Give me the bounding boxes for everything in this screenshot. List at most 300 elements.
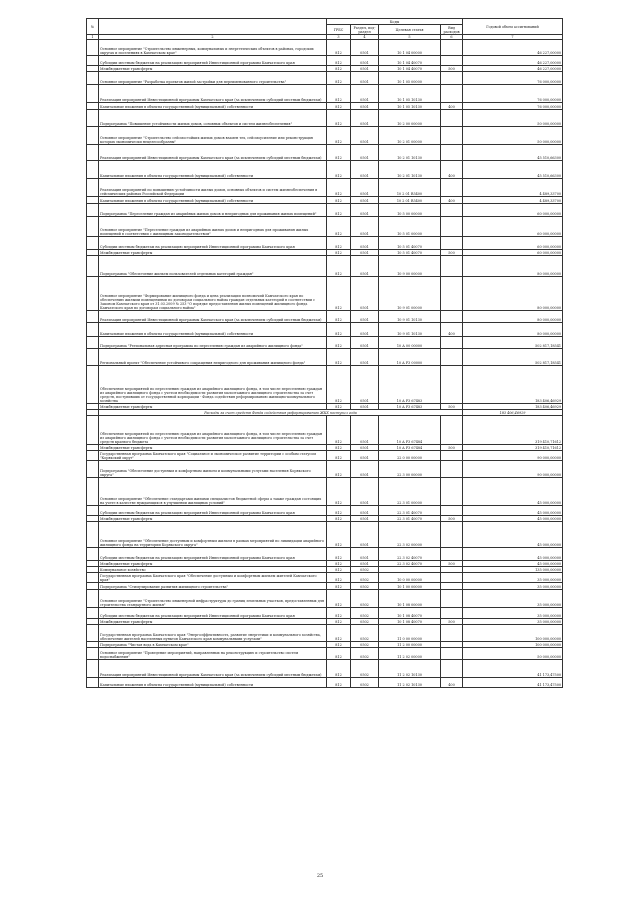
cell-name: Межбюджетные трансферты — [99, 445, 327, 451]
cell-name: Основное мероприятие "Обеспечение стандартами жилыми специалистов бюджетной сферы а также граждан состоящих на учете в качестве нуждающихся в улучшении жилищных условий" — [99, 478, 327, 506]
table-row — [87, 256, 563, 277]
table-row — [87, 648, 563, 660]
cell-grbs: 812 — [327, 516, 351, 522]
table-row — [87, 85, 563, 103]
cell-num — [87, 161, 99, 179]
cell-amount: 60 000,00000 — [463, 217, 563, 237]
cell-name: Обеспечение мероприятий по переселению граждан из аварийного жилищного фонда, в том числе переселению граждан из аварийного жилищного фонда с учетом необходимости развития малоэтажного жилищного строительства за счет средств, поступивших от государственной корпорации - Фонда содействия реформированию жилищно-коммунального хозяйства — [99, 366, 327, 404]
cell-cs: 10 1 08 40070 — [379, 608, 441, 619]
cell-rzpr: 0502 — [351, 567, 379, 573]
cell-name: Подпрограмма "Обеспечение жильем пользователей отдельных категорий граждан" — [99, 256, 327, 277]
cell-grbs: 812 — [327, 506, 351, 516]
table-row — [87, 608, 563, 619]
cell-cs: 10 1 04 40070 — [379, 66, 441, 72]
cell-cs: 22 3 01 40070 — [379, 516, 441, 522]
cell-cs: 11 2 00 00000 — [379, 642, 441, 648]
cell-amount: 35 000,00000 — [463, 619, 563, 625]
table-row — [87, 127, 563, 145]
table-row — [87, 103, 563, 110]
table-row — [87, 678, 563, 688]
table-row — [87, 548, 563, 561]
note-text: Расходы за счет средств Фонда содействия реформированию ЖКХ поступил года — [99, 410, 463, 416]
cell-cs: 10 А F3 67483 — [379, 404, 441, 410]
header-name — [99, 19, 327, 35]
cell-cs: 10 1 04 00000 — [379, 40, 441, 56]
cell-cs: 10 А F3 00000 — [379, 349, 441, 366]
cell-rzpr: 0501 — [351, 445, 379, 451]
cell-grbs: 812 — [327, 619, 351, 625]
cell-rzpr: 0502 — [351, 660, 379, 678]
cell-grbs: 812 — [327, 567, 351, 573]
cell-grbs: 812 — [327, 179, 351, 197]
cell-vr — [441, 110, 463, 127]
table-row — [87, 366, 563, 404]
cell-vr — [441, 506, 463, 516]
cell-name: Основное мероприятие "Обеспечение доступным и комфортным жильем в рамках мероприятий по ликвидации аварийного жилищного фонда на территории Корякского округа" — [99, 522, 327, 548]
cell-vr — [441, 256, 463, 277]
cell-vr — [441, 451, 463, 461]
cell-num — [87, 204, 99, 217]
cell-grbs: 812 — [327, 660, 351, 678]
cell-cs: 10 2 01 10130 — [379, 161, 441, 179]
cell-rzpr: 0501 — [351, 323, 379, 337]
cell-rzpr: 0501 — [351, 197, 379, 204]
cell-grbs: 812 — [327, 416, 351, 445]
cell-cs: 22 3 02 40070 — [379, 561, 441, 567]
cell-num — [87, 478, 99, 506]
table-row — [87, 56, 563, 66]
cell-amount: 35 000,00000 — [463, 608, 563, 619]
cell-amount: 76 000,00000 — [463, 85, 563, 103]
cell-name: Основное мероприятие "Разработка проектов жилой застройки для переименованного строительства" — [99, 72, 327, 85]
cell-amount: 46 227,00000 — [463, 40, 563, 56]
cell-cs: 10 5 01 40070 — [379, 237, 441, 250]
cell-grbs: 812 — [327, 478, 351, 506]
cell-grbs: 812 — [327, 237, 351, 250]
cell-name: Государственная программа Камчатского края "Энергоэффективность, развитие энергетики и коммунального хозяйства, обеспечение жителей населенных пунктов Камчатского края коммунальными услугами" — [99, 625, 327, 642]
cell-amount: 41 173,47500 — [463, 678, 563, 688]
cell-grbs: 812 — [327, 127, 351, 145]
cell-cs: 10 9 01 10130 — [379, 311, 441, 323]
table-row — [87, 590, 563, 608]
cell-amount: 46 227,00000 — [463, 66, 563, 72]
cell-grbs: 812 — [327, 522, 351, 548]
cell-grbs: 812 — [327, 204, 351, 217]
cell-rzpr: 0501 — [351, 404, 379, 410]
cell-name: Межбюджетные трансферты — [99, 66, 327, 72]
cell-num — [87, 583, 99, 590]
cell-name: Региональный проект "Обеспечение устойчивого сокращения непригодного для проживания жилищного фонда" — [99, 349, 327, 366]
cell-cs: 22 3 02 40070 — [379, 548, 441, 561]
cell-amount: 502 817,18541 — [463, 337, 563, 349]
cell-amount: 76 000,00000 — [463, 72, 563, 85]
cell-vr: 400 — [441, 197, 463, 204]
cell-amount: 100 000,00000 — [463, 625, 563, 642]
cell-grbs: 812 — [327, 277, 351, 311]
cell-name: Капитальные вложения в объекты государственной (муниципальной) собственности — [99, 161, 327, 179]
cell-rzpr: 0501 — [351, 161, 379, 179]
cell-name: Межбюджетные трансферты — [99, 404, 327, 410]
cell-rzpr: 0501 — [351, 416, 379, 445]
cell-name: Межбюджетные трансферты — [99, 561, 327, 567]
cell-cs: 10 1 05 10130 — [379, 103, 441, 110]
cell-name: Подпрограмма "Чистая вода в Камчатском крае" — [99, 642, 327, 648]
cell-amount: 60 000,00000 — [463, 250, 563, 256]
cell-num — [87, 72, 99, 85]
cell-grbs: 812 — [327, 608, 351, 619]
cell-rzpr: 0501 — [351, 85, 379, 103]
cell-amount: 80 000,00000 — [463, 256, 563, 277]
cell-num — [87, 548, 99, 561]
header-idx-3: 3 — [327, 35, 351, 40]
cell-grbs: 812 — [327, 161, 351, 179]
cell-rzpr: 0501 — [351, 548, 379, 561]
cell-num — [87, 85, 99, 103]
table-row — [87, 72, 563, 85]
cell-vr — [441, 522, 463, 548]
cell-num — [87, 678, 99, 688]
cell-cs: 10 А F3 67484 — [379, 445, 441, 451]
cell-cs: 10 1 08 00000 — [379, 590, 441, 608]
cell-amount: 502 817,18541 — [463, 349, 563, 366]
cell-cs: 10 А 00 00000 — [379, 337, 441, 349]
cell-vr — [441, 237, 463, 250]
cell-vr — [441, 366, 463, 404]
cell-rzpr: 0501 — [351, 72, 379, 85]
table-row — [87, 161, 563, 179]
cell-rzpr: 0502 — [351, 608, 379, 619]
cell-rzpr: 0501 — [351, 561, 379, 567]
cell-grbs: 812 — [327, 404, 351, 410]
cell-vr: 500 — [441, 404, 463, 410]
table-row — [87, 40, 563, 56]
cell-cs: 10 2 00 00000 — [379, 110, 441, 127]
cell-num — [87, 103, 99, 110]
cell-rzpr: 0501 — [351, 103, 379, 110]
cell-grbs: 812 — [327, 56, 351, 66]
cell-vr — [441, 660, 463, 678]
cell-rzpr: 0501 — [351, 311, 379, 323]
cell-cs: 10 А F3 67483 — [379, 366, 441, 404]
cell-vr — [441, 583, 463, 590]
cell-grbs: 812 — [327, 110, 351, 127]
cell-amount: 135 000,00000 — [463, 567, 563, 573]
header-idx-7: 7 — [463, 35, 563, 40]
cell-rzpr: 0501 — [351, 277, 379, 311]
table-row — [87, 583, 563, 590]
cell-num — [87, 648, 99, 660]
cell-amount: 183 406,46929 — [463, 366, 563, 404]
table-row — [87, 416, 563, 445]
cell-num — [87, 625, 99, 642]
cell-vr: 400 — [441, 103, 463, 110]
cell-rzpr: 0501 — [351, 56, 379, 66]
cell-name: Субсидии местным бюджетам на реализацию мероприятий Инвестиционной программы Камчатского края — [99, 548, 327, 561]
header-idx-4: 4 — [351, 35, 379, 40]
cell-grbs: 812 — [327, 337, 351, 349]
cell-vr: 500 — [441, 516, 463, 522]
cell-cs: 22 3 00 00000 — [379, 461, 441, 478]
cell-amount: 90 000,00000 — [463, 461, 563, 478]
header-idx-6: 6 — [441, 35, 463, 40]
cell-amount: 45 000,00000 — [463, 506, 563, 516]
cell-name: Субсидии местным бюджетам на реализацию мероприятий Инвестиционной программы Камчатского края — [99, 56, 327, 66]
cell-grbs: 812 — [327, 625, 351, 642]
cell-cs: 11 0 00 00000 — [379, 625, 441, 642]
cell-rzpr: 0501 — [351, 179, 379, 197]
cell-num — [87, 349, 99, 366]
cell-cs: 10 5 00 00000 — [379, 204, 441, 217]
cell-vr: 500 — [441, 561, 463, 567]
table-row — [87, 573, 563, 583]
cell-amount: 319 410,71612 — [463, 445, 563, 451]
cell-num — [87, 311, 99, 323]
cell-name: Реализация мероприятий Инвестиционной программы Камчатского края (за исключением субсидий местным бюджетам) — [99, 145, 327, 161]
cell-vr — [441, 179, 463, 197]
cell-name: Реализация мероприятий Инвестиционной программы Камчатского края (за исключением субсидий местным бюджетам) — [99, 660, 327, 678]
cell-rzpr: 0501 — [351, 522, 379, 548]
cell-rzpr: 0502 — [351, 590, 379, 608]
cell-vr — [441, 85, 463, 103]
cell-cs: 10 1 05 10130 — [379, 85, 441, 103]
table-body-2 — [87, 416, 563, 688]
cell-amount: 45 000,00000 — [463, 548, 563, 561]
cell-vr — [441, 648, 463, 660]
cell-amount: 50 000,00000 — [463, 648, 563, 660]
note-amount: 183 406,46929 — [463, 410, 563, 416]
cell-num — [87, 256, 99, 277]
table-row — [87, 323, 563, 337]
cell-cs: 11 2 02 00000 — [379, 648, 441, 660]
cell-name: Основное мероприятие "Строительство сейсмостойких жилых домов взамен тех, сейсмоусиление или реконструкция которых экономически нецелесообразны" — [99, 127, 327, 145]
cell-grbs: 812 — [327, 85, 351, 103]
cell-rzpr: 0502 — [351, 625, 379, 642]
cell-vr: 500 — [441, 66, 463, 72]
cell-amount: 45 510,66300 — [463, 145, 563, 161]
cell-vr — [441, 478, 463, 506]
cell-amount: 45 000,00000 — [463, 516, 563, 522]
cell-amount: 35 000,00000 — [463, 583, 563, 590]
cell-name: Капитальные вложения в объекты государственной (муниципальной) собственности — [99, 197, 327, 204]
cell-name: Реализация мероприятий Инвестиционной программы Камчатского края (за исключением субсидий местным бюджетам) — [99, 311, 327, 323]
cell-name: Реализация мероприятий Инвестиционной программы Камчатского края (за исключением субсидий местным бюджетам) — [99, 85, 327, 103]
cell-amount: 45 000,00000 — [463, 478, 563, 506]
cell-vr: 400 — [441, 678, 463, 688]
cell-grbs: 812 — [327, 103, 351, 110]
cell-rzpr: 0501 — [351, 451, 379, 461]
cell-rzpr: 0501 — [351, 250, 379, 256]
cell-name: Реализация мероприятий по повышению устойчивости жилых домов, основных объектов и систем жизнеобеспечения в сейсмических районах Российской Федерации — [99, 179, 327, 197]
cell-grbs: 812 — [327, 678, 351, 688]
cell-vr — [441, 573, 463, 583]
cell-name: Межбюджетные трансферты — [99, 619, 327, 625]
cell-cs: 10 1 00 00000 — [379, 583, 441, 590]
cell-num — [87, 127, 99, 145]
cell-grbs: 812 — [327, 573, 351, 583]
cell-vr — [441, 127, 463, 145]
cell-num — [87, 608, 99, 619]
cell-name: Межбюджетные трансферты — [99, 250, 327, 256]
cell-cs: 10 5 01 40070 — [379, 250, 441, 256]
cell-rzpr: 0502 — [351, 583, 379, 590]
cell-cs: 22 3 01 40070 — [379, 506, 441, 516]
cell-vr — [441, 625, 463, 642]
table-row — [87, 451, 563, 461]
cell-num — [87, 573, 99, 583]
budget-table — [86, 18, 563, 688]
cell-cs: 10 1 04 40070 — [379, 56, 441, 66]
header-num: № — [87, 19, 99, 35]
cell-num — [87, 277, 99, 311]
cell-grbs: 812 — [327, 311, 351, 323]
cell-rzpr: 0501 — [351, 145, 379, 161]
table-row — [87, 179, 563, 197]
cell-rzpr: 0501 — [351, 516, 379, 522]
page-number: 25 — [316, 873, 324, 879]
cell-vr — [441, 349, 463, 366]
cell-amount: 4 489,33700 — [463, 179, 563, 197]
cell-grbs: 812 — [327, 583, 351, 590]
cell-vr — [441, 608, 463, 619]
cell-name: Подпрограмма "Стимулирование развития жилищного строительства" — [99, 583, 327, 590]
cell-num — [87, 237, 99, 250]
cell-vr — [441, 56, 463, 66]
header-vr: Вид расходов — [441, 25, 463, 35]
table-row — [87, 337, 563, 349]
cell-grbs: 812 — [327, 590, 351, 608]
cell-vr — [441, 72, 463, 85]
cell-amount: 80 000,00000 — [463, 311, 563, 323]
cell-rzpr: 0501 — [351, 217, 379, 237]
cell-cs: 10 1 05 00000 — [379, 72, 441, 85]
cell-rzpr: 0501 — [351, 40, 379, 56]
table-row — [87, 110, 563, 127]
cell-rzpr: 0501 — [351, 478, 379, 506]
cell-num — [87, 461, 99, 478]
cell-name: Основное мероприятие "Проведение мероприятий, направленных на реконструкцию и строительство систем водоснабжения" — [99, 648, 327, 660]
cell-cs: 10 5 01 00000 — [379, 217, 441, 237]
cell-amount: 46 227,00000 — [463, 56, 563, 66]
cell-cs: 10 А F3 67484 — [379, 416, 441, 445]
cell-vr: 500 — [441, 445, 463, 451]
cell-amount: 100 000,00000 — [463, 642, 563, 648]
cell-name: Основное мероприятие "Переселение граждан из аварийных жилых домов и непригодных для проживания жилых помещений в соответствии с жилищным законодательством" — [99, 217, 327, 237]
cell-rzpr: 0502 — [351, 642, 379, 648]
cell-num — [87, 197, 99, 204]
cell-amount: 45 000,00000 — [463, 561, 563, 567]
cell-amount: 45 000,00000 — [463, 522, 563, 548]
cell-rzpr: 0501 — [351, 337, 379, 349]
cell-amount: 60 000,00000 — [463, 237, 563, 250]
table-body-1 — [87, 40, 563, 410]
cell-num — [87, 451, 99, 461]
cell-grbs: 812 — [327, 445, 351, 451]
cell-name: Коммунальное хозяйство — [99, 567, 327, 573]
cell-name: Основное мероприятие "Формирование жилищного фонда и цена реализации полномочий Камчатского края по обеспечению жилыми помещениями по договорам социального найма граждан отдельных категорий в соответствии с Законом Камчатского края от 31.03.2009 № 253 "О порядке предоставления жилых помещений жилищного фонда Камчатского края по договорам социального найма" — [99, 277, 327, 311]
cell-num — [87, 366, 99, 404]
table-row — [87, 204, 563, 217]
header-rzpr: Раздел, под-раздел — [351, 25, 379, 35]
cell-cs: 10 2 01 R5400 — [379, 179, 441, 197]
cell-cs: 10 9 01 10130 — [379, 323, 441, 337]
cell-vr — [441, 461, 463, 478]
cell-vr — [441, 40, 463, 56]
cell-grbs: 812 — [327, 72, 351, 85]
cell-vr — [441, 204, 463, 217]
cell-vr — [441, 145, 463, 161]
header-amount: Годовой объем ассигнований — [463, 19, 563, 35]
cell-rzpr: 0501 — [351, 461, 379, 478]
cell-name: Капитальные вложения в объекты государственной (муниципальной) собственности — [99, 103, 327, 110]
cell-cs: 10 2 01 R5400 — [379, 197, 441, 204]
cell-grbs: 812 — [327, 66, 351, 72]
table-row — [87, 145, 563, 161]
cell-amount: 45 510,66300 — [463, 161, 563, 179]
table-row — [87, 237, 563, 250]
cell-grbs: 812 — [327, 451, 351, 461]
cell-rzpr: 0502 — [351, 619, 379, 625]
cell-amount: 76 000,00000 — [463, 103, 563, 110]
table-row — [87, 197, 563, 204]
cell-grbs: 812 — [327, 461, 351, 478]
cell-num — [87, 110, 99, 127]
cell-grbs: 812 — [327, 40, 351, 56]
cell-name: Субсидии местным бюджетам на реализацию мероприятий Инвестиционной программы Камчатского края — [99, 608, 327, 619]
cell-cs: 22 3 01 00000 — [379, 478, 441, 506]
cell-amount: 4 489,33700 — [463, 197, 563, 204]
cell-name: Подпрограмма "Обеспечение доступным и комфортным жильем и коммунальными услугами населения Корякского округа" — [99, 461, 327, 478]
cell-name: Подпрограмма "Региональная адресная программа по переселению граждан из аварийного жилищного фонда" — [99, 337, 327, 349]
cell-vr — [441, 277, 463, 311]
cell-amount: 80 000,00000 — [463, 277, 563, 311]
cell-amount: 50 000,00000 — [463, 110, 563, 127]
cell-num — [87, 179, 99, 197]
cell-name: Межбюджетные трансферты — [99, 516, 327, 522]
cell-cs: 11 2 02 10130 — [379, 660, 441, 678]
cell-num — [87, 145, 99, 161]
cell-name: Подпрограмма "Переселение граждан из аварийных жилых домов и непригодных для проживания жилых помещений" — [99, 204, 327, 217]
cell-amount: 60 000,00000 — [463, 204, 563, 217]
table-row — [87, 311, 563, 323]
cell-grbs: 812 — [327, 366, 351, 404]
cell-name: Капитальные вложения в объекты государственной (муниципальной) собственности — [99, 678, 327, 688]
cell-amount: 35 000,00000 — [463, 590, 563, 608]
table-row — [87, 506, 563, 516]
table-row — [87, 217, 563, 237]
cell-vr — [441, 337, 463, 349]
cell-num — [87, 416, 99, 445]
cell-grbs: 812 — [327, 197, 351, 204]
cell-grbs: 812 — [327, 217, 351, 237]
cell-cs: 10 1 08 40070 — [379, 619, 441, 625]
cell-num — [87, 217, 99, 237]
cell-rzpr: 0501 — [351, 366, 379, 404]
cell-cs: 10 9 01 00000 — [379, 277, 441, 311]
cell-rzpr: 0501 — [351, 127, 379, 145]
cell-amount: 90 000,00000 — [463, 451, 563, 461]
cell-grbs: 812 — [327, 548, 351, 561]
cell-cs: 22 0 00 00000 — [379, 451, 441, 461]
header-idx-1: 1 — [87, 35, 99, 40]
cell-rzpr: 0501 — [351, 237, 379, 250]
table-row — [87, 349, 563, 366]
cell-rzpr: 0501 — [351, 204, 379, 217]
cell-name: Обеспечение мероприятий по переселению граждан из аварийного жилищного фонда, в том числе переселению граждан из аварийного жилищного фонда с учетом необходимости развития малоэтажного жилищного строительства за счет средств краевого бюджета — [99, 416, 327, 445]
cell-vr: 500 — [441, 619, 463, 625]
cell-rzpr: 0501 — [351, 66, 379, 72]
cell-name: Государственная программа Камчатского края "Социальное и экономическое развитие территории с особым статусом "Корякский округ" — [99, 451, 327, 461]
cell-rzpr: 0501 — [351, 110, 379, 127]
